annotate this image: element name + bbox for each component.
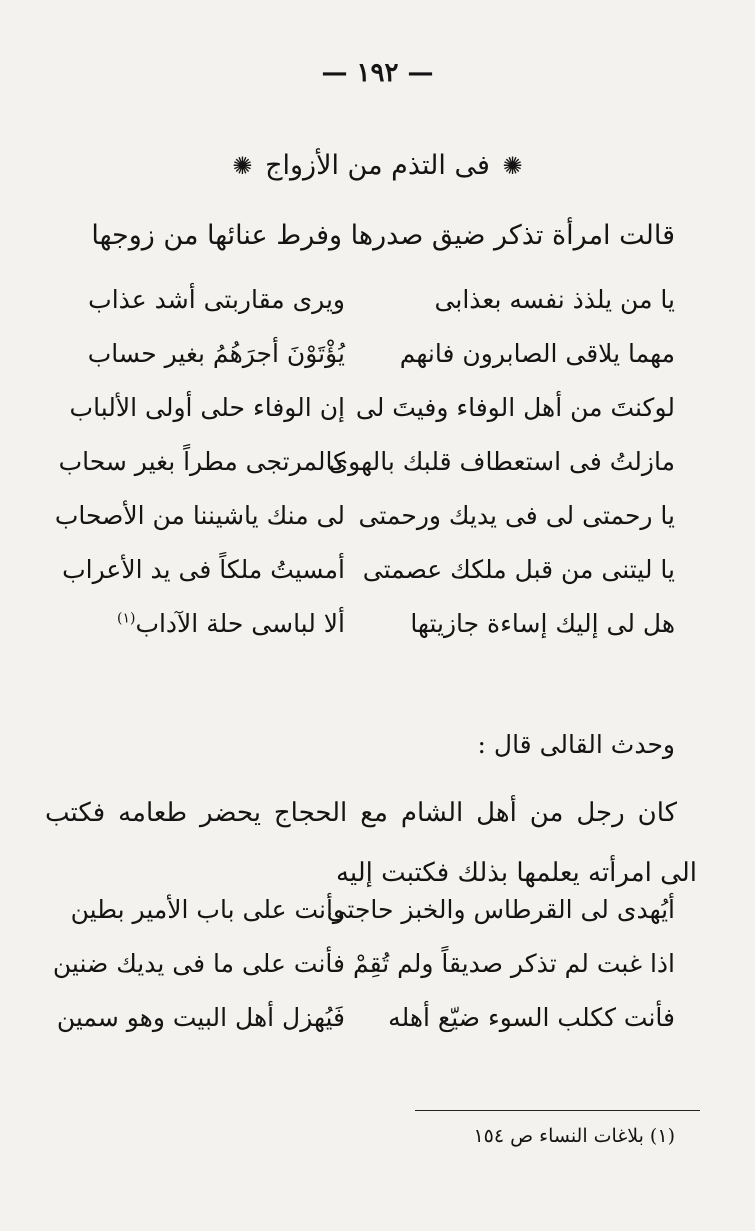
verse-second-hemistich: إن الوفاء حلى أولى الألباب [69, 393, 345, 422]
verse-line [70, 895, 675, 949]
verse-line [88, 285, 675, 339]
section-title-row [0, 150, 755, 181]
verse-first-hemistich: يا رحمتى لى فى يديك ورحمتى [358, 501, 675, 530]
verse-second-hemistich: فأنت على ما فى يديك ضنين [52, 949, 345, 978]
verse-second-hemistich: ألا لباسى حلة الآداب [135, 609, 345, 638]
poem-first [54, 285, 675, 663]
footnote-marker: (١) [116, 610, 136, 627]
verse-second-hemistich: لى منك ياشيننا من الأصحاب [54, 501, 345, 530]
verse-line [69, 393, 675, 447]
verse-second-hemistich: يُؤْتَوْنَ أجرَهُمُ بغير حساب [87, 339, 345, 368]
verse-line [52, 949, 675, 1003]
verse-first-hemistich: اذا غبت لم تذكر صديقاً ولم تُقِمْ [352, 949, 675, 978]
verse-line [87, 339, 675, 393]
poem-second [52, 895, 675, 1057]
verse-second-hemistich-with-note [45, 609, 345, 638]
verse-second-hemistich: فَيُهزل أهل البيت وهو سمين [56, 1003, 345, 1032]
verse-line [58, 447, 675, 501]
verse-first-hemistich: مازلتُ فى استعطاف قلبك بالهوى [328, 447, 675, 476]
verse-second-hemistich: ويرى مقاربتى أشد عذاب [88, 285, 345, 314]
verse-second-hemistich: كالمرتجى مطراً بغير سحاب [58, 447, 345, 476]
footnote: (١) بلاغات النساء ص ١٥٤ [473, 1125, 675, 1147]
intro-line: قالت امرأة تذكر ضيق صدرها وفرط عنائها من زوجها [91, 220, 675, 251]
ornament-left-icon: ✺ [232, 152, 253, 180]
verse-line [62, 555, 675, 609]
footnote-divider [415, 1110, 700, 1111]
verse-first-hemistich: فأنت ككلب السوء ضيّع أهله [388, 1003, 675, 1032]
page-number: — ١٩٢ — [321, 58, 434, 88]
verse-first-hemistich: يا ليتنى من قبل ملكك عصمتى [362, 555, 675, 584]
narration-lead: وحدث القالى قال : [477, 730, 675, 759]
verse-second-hemistich: وأنت على باب الأمير بطين [70, 895, 345, 924]
section-title: فى التذم من الأزواج [265, 150, 490, 181]
verse-line [100, 609, 675, 663]
verse-first-hemistich: يا من يلذذ نفسه بعذابى [434, 285, 675, 314]
ornament-right-icon: ✺ [502, 152, 523, 180]
verse-first-hemistich: هل لى إليك إساءة جازيتها [410, 609, 675, 638]
verse-first-hemistich: أيُهدى لى القرطاس والخبز حاجتى [326, 895, 675, 924]
verse-line [56, 1003, 675, 1057]
verse-second-hemistich: أمسيتُ ملكاً فى يد الأعراب [62, 555, 345, 584]
prose-paragraph: كان رجل من أهل الشام مع الحجاج يحضر طعامه فكتب الى امرأته يعلمها بذلك فكتبت إليه [45, 798, 697, 888]
verse-first-hemistich: لوكنتَ من أهل الوفاء وفيتَ لى [355, 393, 675, 422]
verse-line [54, 501, 675, 555]
verse-first-hemistich: مهما يلاقى الصابرون فانهم [399, 339, 675, 368]
